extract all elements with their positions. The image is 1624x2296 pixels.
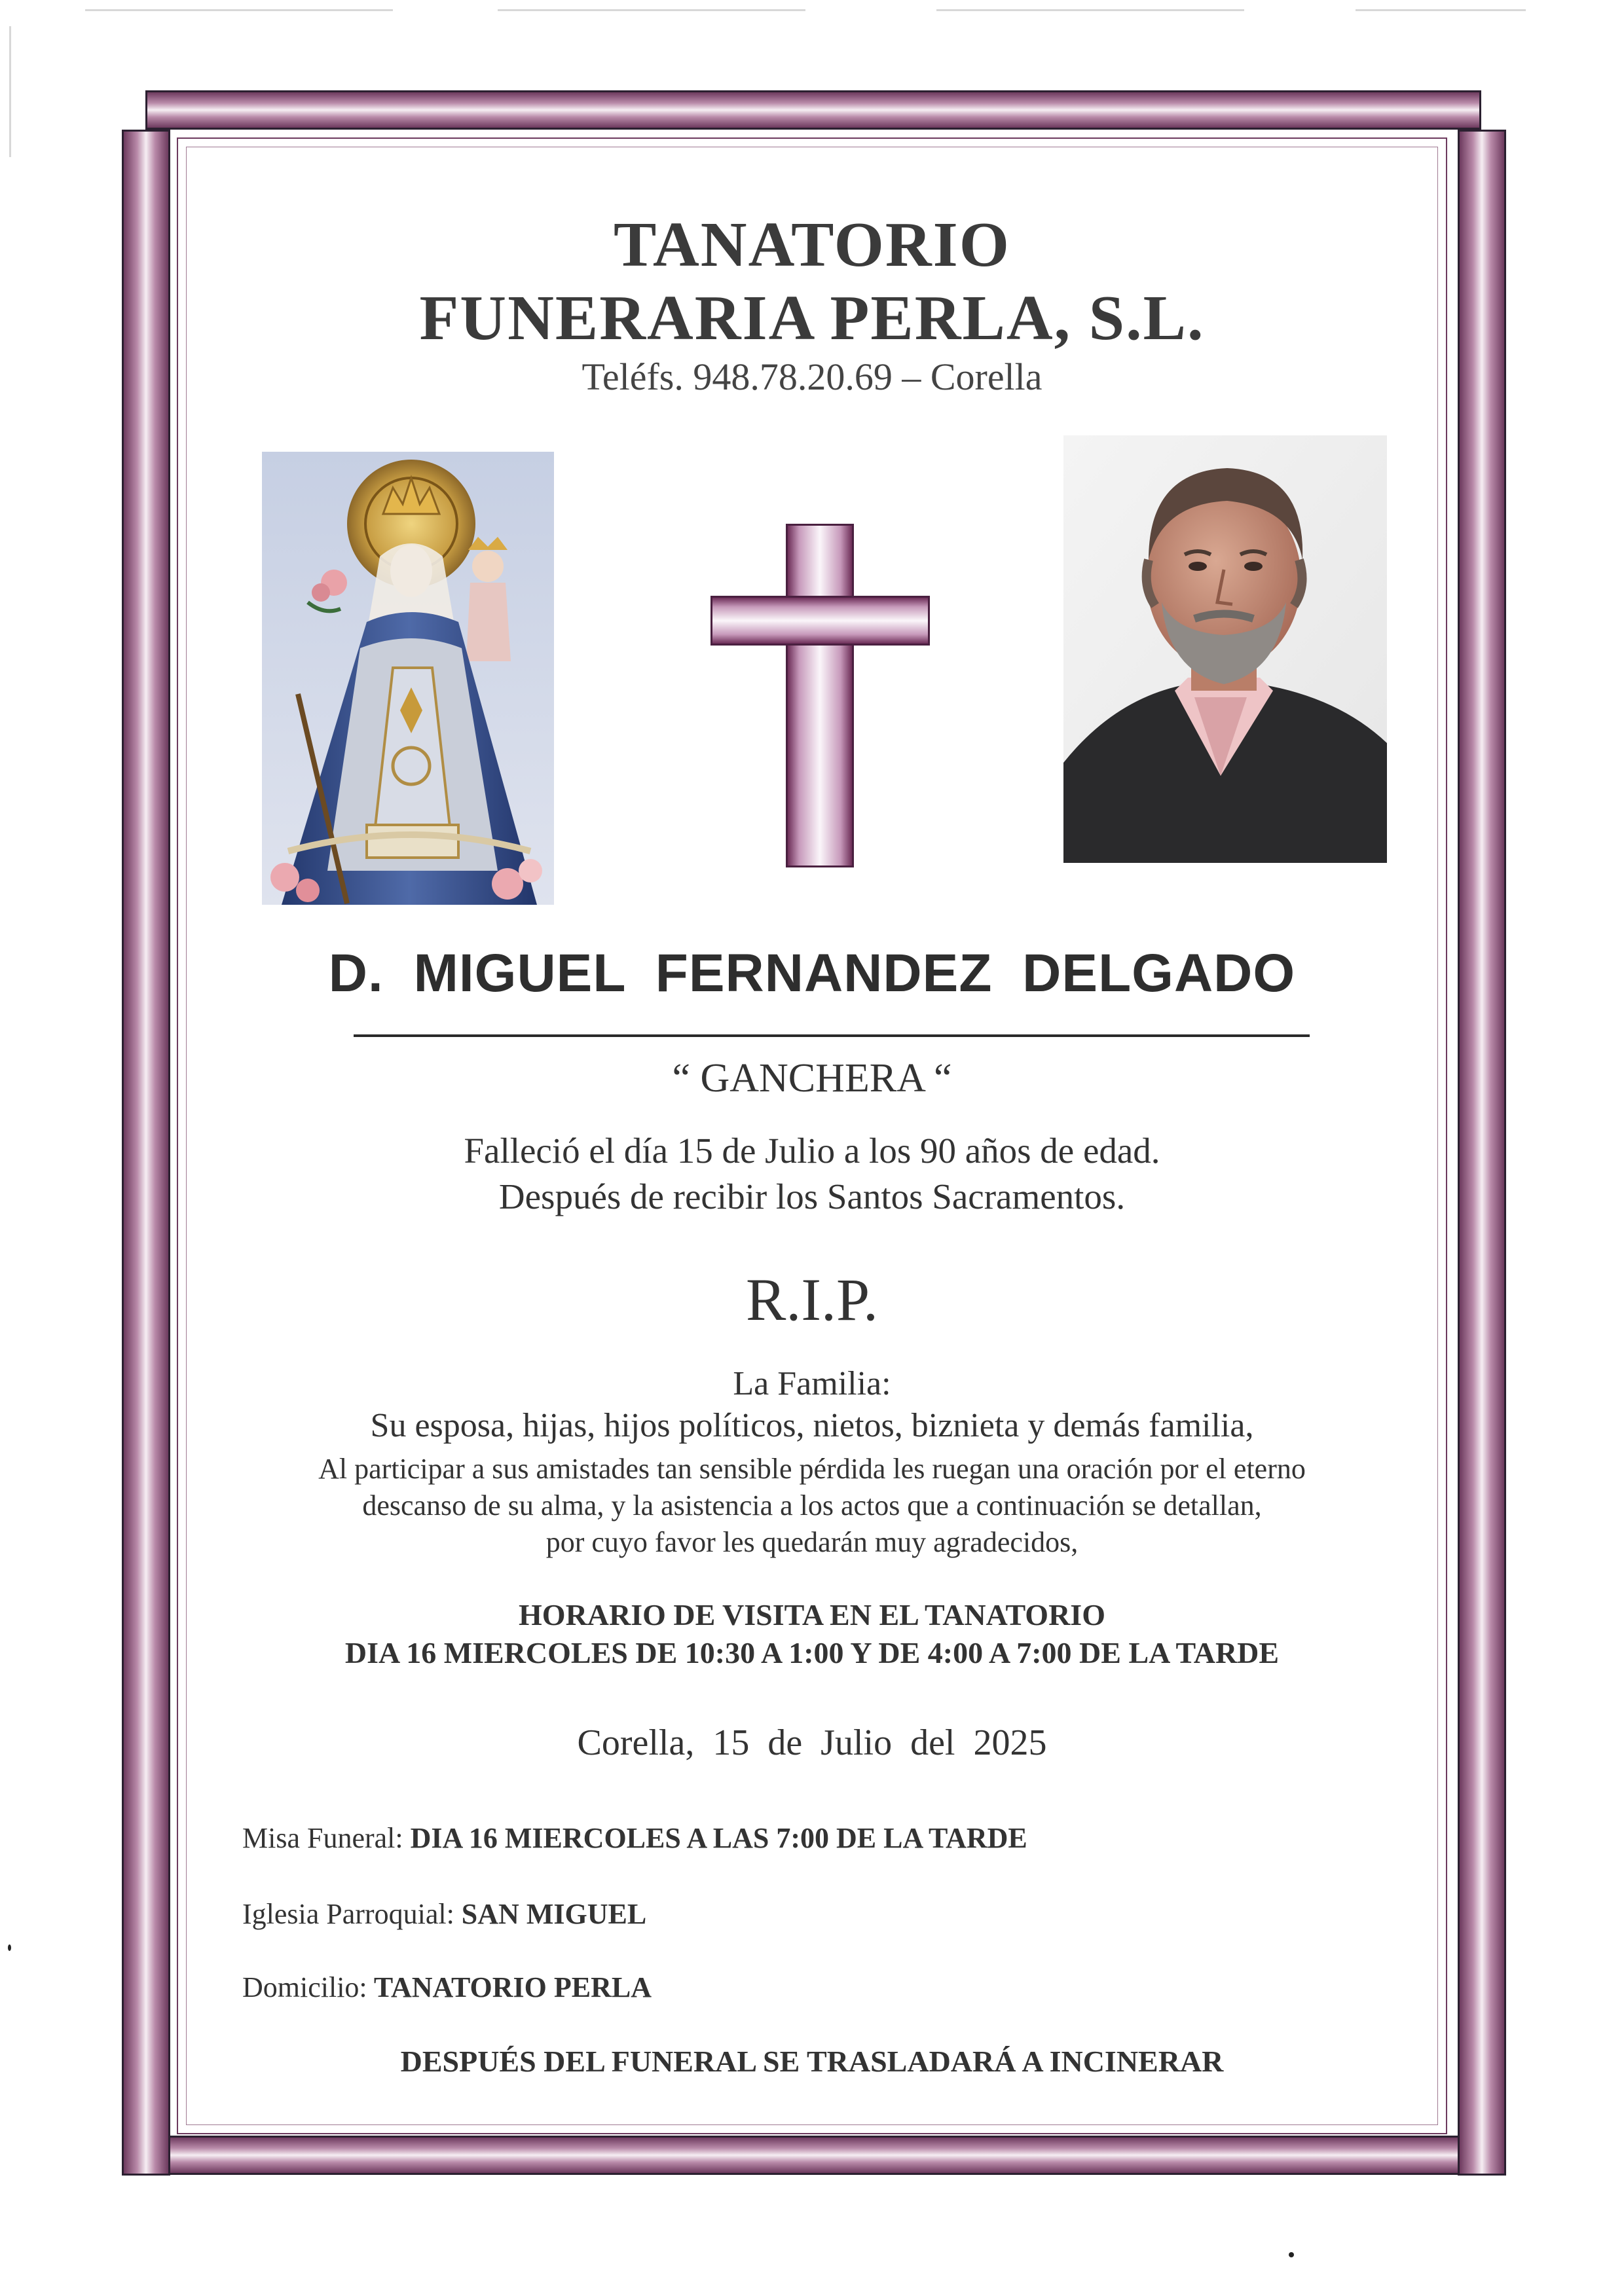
detail-label: Iglesia Parroquial:: [242, 1898, 454, 1930]
cross-icon-vertical: [786, 524, 854, 867]
visiting-title: HORARIO DE VISITA EN EL TANATORIO: [519, 1598, 1105, 1631]
header-line2: FUNERARIA PERLA, S.L.: [419, 283, 1205, 354]
family-members: Su esposa, hijas, hijos políticos, nietos, biznieta y demás familia,: [370, 1407, 1254, 1444]
detail-row-church: [242, 1897, 646, 1931]
scan-artifact: [1356, 9, 1526, 11]
header-line1: TANATORIO: [613, 210, 1011, 280]
frame-left-bar: [122, 130, 170, 2176]
visiting-schedule: DIA 16 MIERCOLES DE 10:30 A 1:00 Y DE 4:00 A 7:00 DE LA TARDE: [344, 1636, 1280, 1669]
frame-top-bar: [145, 90, 1481, 130]
virgin-image: [262, 452, 554, 905]
family-message-line: descanso de su alma, y la asistencia a los actos que a continuación se detallan,: [362, 1489, 1262, 1522]
detail-value: SAN MIGUEL: [454, 1898, 647, 1930]
name-underline: [354, 1034, 1310, 1037]
family-message-line: por cuyo favor les quedarán muy agradecidos,: [545, 1526, 1079, 1558]
death-line2: Después de recibir los Santos Sacramentos.: [498, 1176, 1126, 1216]
detail-label: Domicilio:: [242, 1971, 367, 2003]
family-message-line: Al participar a sus amistades tan sensible pérdida les ruegan una oración por el eterno: [318, 1453, 1306, 1485]
portrait-photo: [1063, 435, 1387, 863]
footer-note: DESPUÉS DEL FUNERAL SE TRASLADARÁ A INCINERAR: [400, 2045, 1224, 2078]
detail-label: Misa Funeral:: [242, 1822, 403, 1854]
deceased-nickname: “ GANCHERA “: [672, 1056, 952, 1101]
frame-right-bar: [1458, 130, 1506, 2176]
death-line1: Falleció el día 15 de Julio a los 90 años de edad.: [464, 1131, 1160, 1171]
family-heading: La Familia:: [733, 1365, 891, 1402]
frame-bottom-bar: [145, 2136, 1481, 2175]
rip-text: R.I.P.: [746, 1266, 878, 1333]
detail-row-mass: [242, 1821, 1027, 1855]
scan-artifact: [9, 26, 11, 157]
scan-artifact: [936, 9, 1244, 11]
scan-artifact: [85, 9, 393, 11]
detail-value: DIA 16 MIERCOLES A LAS 7:00 DE LA TARDE: [403, 1822, 1027, 1854]
header-phone: Teléfs. 948.78.20.69 – Corella: [581, 355, 1043, 398]
scan-artifact: [498, 9, 805, 11]
scan-speck: [8, 1944, 11, 1951]
detail-value: TANATORIO PERLA: [367, 1971, 652, 2003]
detail-row-address: [242, 1971, 652, 2004]
deceased-name: D. MIGUEL FERNANDEZ DELGADO: [328, 943, 1296, 1003]
place-date: Corella, 15 de Julio del 2025: [577, 1722, 1047, 1763]
cross-icon-horizontal: [710, 596, 930, 646]
scan-speck: [1289, 2252, 1294, 2257]
